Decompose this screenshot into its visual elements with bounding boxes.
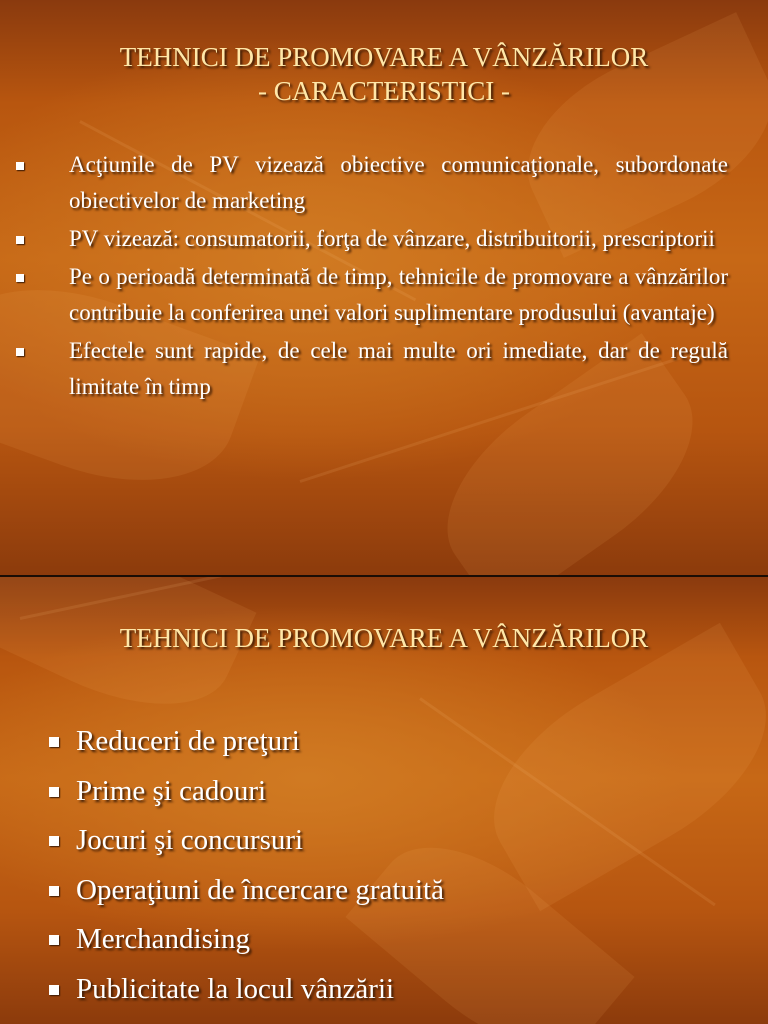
list-item-text: Acţiunile de PV vizează obiective comunicaţionale, subordonate obiectivelor de marketing	[69, 152, 728, 213]
square-bullet-icon	[16, 162, 24, 170]
list-item	[12, 333, 728, 405]
slide-1-bullet-list	[12, 147, 728, 407]
slide-1-title-line-2: - CARACTERISTICI -	[258, 76, 510, 106]
list-item	[12, 259, 728, 331]
list-item	[46, 965, 746, 1015]
square-bullet-icon	[49, 985, 59, 995]
list-item	[46, 717, 746, 767]
list-item	[46, 915, 746, 965]
slide-2-bullet-list	[46, 717, 746, 1014]
square-bullet-icon	[49, 737, 59, 747]
slide-2-title: TEHNICI DE PROMOVARE A VÂNZĂRILOR	[119, 623, 649, 653]
list-item-text: Operaţiuni de încercare gratuită	[76, 873, 444, 906]
square-bullet-icon	[49, 935, 59, 945]
leaf-decoration	[0, 577, 256, 740]
square-bullet-icon	[49, 836, 59, 846]
slide-1-title-line-1: TEHNICI DE PROMOVARE A VÂNZĂRILOR	[119, 42, 649, 72]
square-bullet-icon	[16, 236, 24, 244]
list-item-text: Reduceri de preţuri	[76, 725, 300, 757]
square-bullet-icon	[49, 886, 59, 896]
list-item-text: Prime şi cadouri	[76, 774, 267, 807]
square-bullet-icon	[16, 274, 24, 282]
slide-1-title	[0, 40, 768, 108]
list-item-text: Jocuri şi concursuri	[76, 824, 304, 856]
list-item-text: Merchandising	[76, 923, 250, 955]
list-item-text: PV vizează: consumatorii, forţa de vânzare, distribuitorii, prescriptorii	[69, 226, 715, 251]
list-item-text: Publicitate la locul vânzării	[76, 972, 395, 1005]
list-item	[46, 816, 746, 866]
slide-2	[0, 577, 768, 1024]
square-bullet-icon	[49, 787, 59, 797]
list-item-text: Efectele sunt rapide, de cele mai multe ori imediate, dar de regulă limitate în timp	[69, 338, 728, 399]
list-item	[12, 147, 728, 219]
list-item-text: Pe o perioadă determinată de timp, tehnicile de promovare a vânzărilor contribuie la conferirea unei valori suplimentare produsului (avantaje)	[69, 264, 728, 325]
square-bullet-icon	[16, 348, 24, 356]
list-item	[46, 767, 746, 817]
list-item	[12, 221, 728, 257]
list-item	[46, 866, 746, 916]
